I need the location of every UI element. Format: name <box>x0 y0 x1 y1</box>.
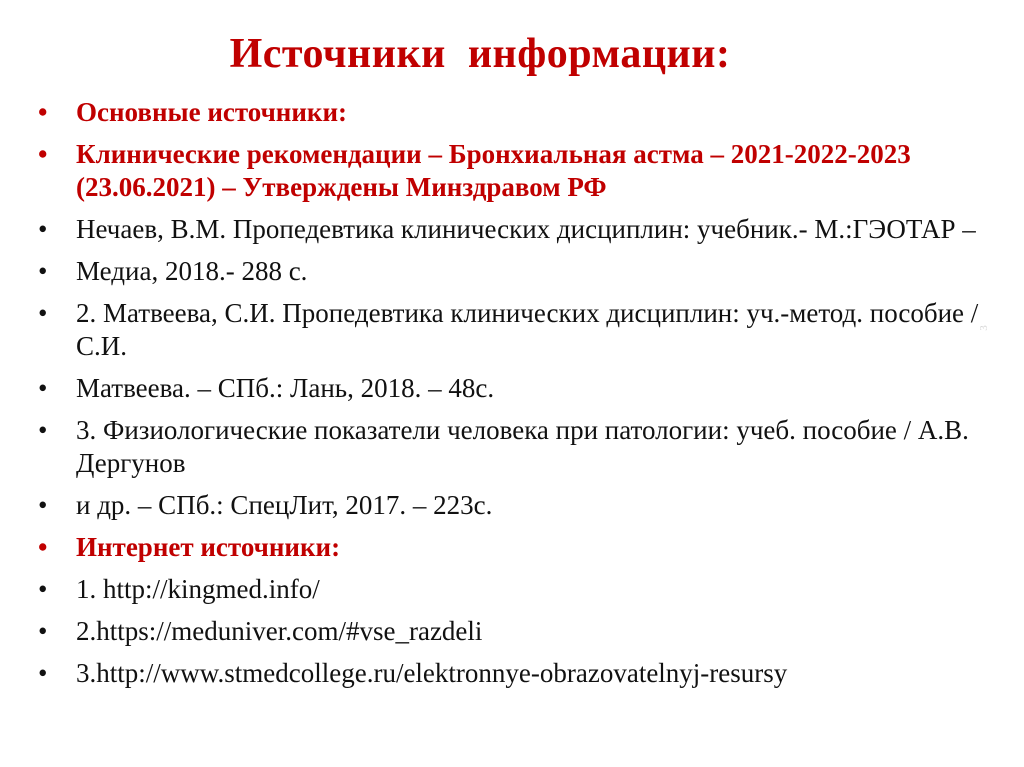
bullet-icon: • <box>38 256 48 286</box>
list-item-text: 2.https://meduniver.com/#vse_razdeli <box>76 616 483 646</box>
bullet-icon: • <box>38 490 48 520</box>
list-item-link <box>38 657 998 690</box>
list-item-text: Матвеева. – СПб.: Лань, 2018. – 48с. <box>76 373 495 403</box>
list-item-text: Клинические рекомендации – Бронхиальная астма – 2021-2022-2023 (23.06.2021) – Утверждены Минздравом РФ <box>76 139 911 202</box>
bullet-icon: • <box>38 373 48 403</box>
page-number: 3 <box>977 325 990 331</box>
list-item <box>38 255 998 288</box>
bullet-icon: • <box>38 415 48 445</box>
list-item-link <box>38 573 998 606</box>
list-item <box>38 489 998 522</box>
bullet-icon: • <box>38 214 48 244</box>
list-item-link <box>38 615 998 648</box>
list-item-text: Интернет источники: <box>76 532 341 562</box>
list-item-text: Медиа, 2018.- 288 с. <box>76 256 308 286</box>
bullet-icon: • <box>38 139 48 169</box>
list-item-text: 2. Матвеева, С.И. Пропедевтика клинических дисциплин: уч.-метод. пособие / С.И. <box>76 298 979 361</box>
slide-title: Источники информации: <box>229 31 731 77</box>
list-item-main-sources-heading <box>38 96 998 129</box>
list-item-text: Нечаев, В.М. Пропедевтика клинических дисциплин: учебник.- М.:ГЭОТАР – <box>76 214 976 244</box>
list-item-text: 3. Физиологические показатели человека при патологии: учеб. пособие / А.В. Дергунов <box>76 415 969 478</box>
list-item <box>38 372 998 405</box>
list-item-text: 1. http://kingmed.info/ <box>76 574 320 604</box>
list-item-internet-sources-heading <box>38 531 998 564</box>
bullet-icon: • <box>38 298 48 328</box>
bullet-icon: • <box>38 97 48 127</box>
list-item-text: Основные источники: <box>76 97 348 127</box>
bullet-icon: • <box>38 574 48 604</box>
list-item <box>38 297 998 363</box>
sources-list <box>38 96 998 699</box>
bullet-icon: • <box>38 616 48 646</box>
list-item-text: и др. – СПб.: СпецЛит, 2017. – 223с. <box>76 490 493 520</box>
list-item-clinical-guidelines <box>38 138 998 204</box>
list-item <box>38 213 998 246</box>
bullet-icon: • <box>38 658 48 688</box>
bullet-icon: • <box>38 532 48 562</box>
list-item-text: 3.http://www.stmedcollege.ru/elektronnye-obrazovatelnyj-resursy <box>76 658 788 688</box>
list-item <box>38 414 998 480</box>
